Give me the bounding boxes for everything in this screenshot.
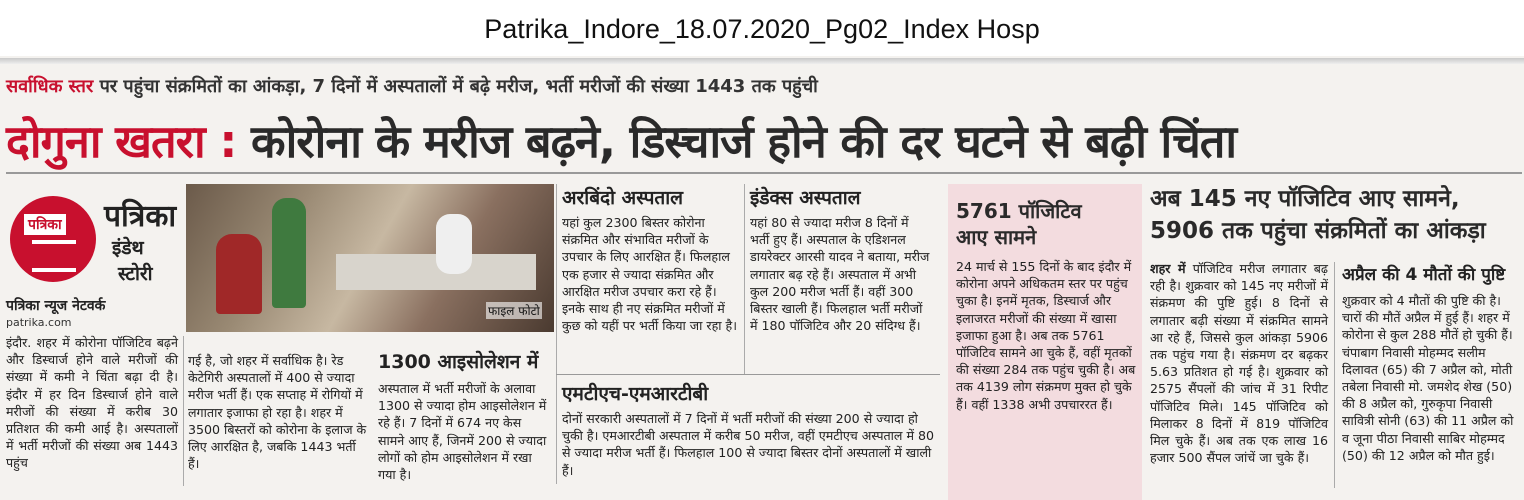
- deaths-heading: अप्रैल की 4 मौतों की पुष्टि: [1342, 265, 1506, 285]
- patient-figure: [436, 214, 472, 274]
- patrika-logo: [10, 196, 102, 284]
- continued-paragraph: गई है, जो शहर में सर्वाधिक है। रेड केटेगिरी अस्पतालों में 400 से ज्यादा मरीज भर्ती हैं। एक सप्ताह में रोगियों में लगातार इजाफा हो रहा है। शहर में 3500 बिस्तरों को कोरोना के इलाज के लिए आरक्षित है, जबकि 1443 भर्ती हैं।: [188, 353, 367, 472]
- isolation-heading: 1300 आइसोलेशन में: [378, 351, 539, 373]
- newspaper-icon: [32, 240, 76, 272]
- aurobindo-heading: अरबिंदो अस्पताल: [562, 187, 684, 209]
- logo-label: पत्रिका: [24, 214, 66, 235]
- positive-paragraph: 24 मार्च से 155 दिनों के बाद इंदौर में कोरोना अपने अधिकतम स्तर पर पहुंच चुका है। इनमें मृतक, डिस्चार्ज और इलाजरत मरीजों की संख्या में खासा इजाफा हुआ है। अब तक 5761 पॉजिटिव सामने आ चुके हैं, वहीं मृतकों की संख्या 284 तक पहुंच चुकी है। अब तक 4139 लोग संक्रमण मुक्त हो चुके हैं। वहीं 1338 अभी उपचाररत हैं।: [956, 259, 1136, 412]
- photo-caption: फाइल फोटो: [488, 304, 540, 318]
- health-worker-figure: [272, 198, 306, 308]
- brand-name: पत्रिका: [104, 199, 177, 234]
- column-divider: [556, 184, 557, 484]
- headline-text: कोरोना के मरीज बढ़ने, डिस्चार्ज होने की दर घटने से बढ़ी चिंता: [251, 115, 1237, 168]
- headline-highlight: दोगुना खतरा :: [6, 115, 237, 168]
- person-figure: [216, 234, 262, 314]
- site-url: patrika.com: [6, 316, 72, 329]
- new-positive-paragraph: [1150, 260, 1328, 466]
- positive-heading-2: आए सामने: [956, 225, 1037, 249]
- kicker-highlight: सर्वाधिक स्तर: [6, 76, 94, 97]
- column-divider: [744, 184, 745, 374]
- headline-divider: [6, 172, 1522, 174]
- new-positive-text: पॉजिटिव मरीज लगातार बढ़ रही है। शुक्रवार को 145 नए मरीजों में संक्रमण की पुष्टि हुई। 8 दिनों से लगातार बढ़ी संख्या में संक्रमित सामने आ रहे हैं, जिससे कुल आंकड़ा 5906 तक पहुंच गया है। संक्रमण दर बढ़कर 5.63 प्रतिशत हो गई है। शुक्रवार को 2575 सैंपलों की जांच में 31 रिपीट पॉजिटिव मिले। 145 पॉजिटिव को मिलाकर 8 दिनों में 819 पॉजिटिव मिल चुके हैं। अब तक एक लाख 16 हजार 500 सैंपल जांचें जा चुके हैं।: [1150, 261, 1328, 466]
- positive-heading-1: 5761 पॉजिटिव: [956, 199, 1082, 223]
- section-divider: [556, 374, 940, 375]
- main-headline: [6, 110, 1236, 171]
- index-label-2: स्टोरी: [118, 263, 153, 285]
- top-divider: [0, 58, 1524, 64]
- byline: पत्रिका न्यूज नेटवर्क: [6, 298, 106, 314]
- column-divider: [1334, 262, 1335, 488]
- mth-heading: एमटीएच-एमआरटीबी: [562, 383, 709, 405]
- page-caption: Patrika_Indore_18.07.2020_Pg02_Index Hosp: [484, 14, 1040, 44]
- intro-paragraph: इंदौर. शहर में कोरोना पॉजिटिव बढ़ने और डिस्चार्ज होने वाले मरीजों की संख्या में कमी ने चिंता बढ़ा दी है। इंदौर में हर दिन डिस्चार्ज होने वाले मरीजों की संख्या में करीब 30 प्रतिशत की कमी आई है। अस्पतालों में भर्ती मरीजों की संख्या अब 1443 पहुंच: [6, 335, 178, 471]
- aurobindo-paragraph: यहां कुल 2300 बिस्तर कोरोना संक्रमित और संभावित मरीजों के उपचार के लिए आरक्षित हैं। फिलहाल एक हजार से ज्यादा संक्रमित और आरक्षित मरीज उपचार करा रहे हैं। इनके साथ ही नए संक्रमित मरीजों में कुछ को यहीं पर भर्ती किया जा रहा है।: [562, 215, 737, 334]
- isolation-paragraph: अस्पताल में भर्ती मरीजों के अलावा 1300 से ज्यादा होम आइसोलेशन में रहे हैं। 7 दिनों में 674 नए केस सामने आए हैं, जिनमें 200 से ज्यादा लोगों को होम आइसोलेशन में रखा गया है।: [378, 381, 547, 483]
- mth-paragraph: दोनों सरकारी अस्पतालों में 7 दिनों में भर्ती मरीजों की संख्या 200 से ज्यादा हो चुकी है। एमआरटीबी अस्पताल में करीब 50 मरीज, वहीं एमटीएच अस्पताल में 80 से ज्यादा मरीज भर्ती हैं। फिलहाल 100 से ज्यादा बिस्तर दोनों अस्पतालों में खाली हैं।: [562, 411, 935, 478]
- kicker-text: पर पहुंचा संक्रमितों का आंकड़ा, 7 दिनों में अस्पतालों में बढ़े मरीज, भर्ती मरीजों की संख्या 1443 तक पहुंची: [99, 76, 818, 97]
- index-label-1: इंडेथ: [112, 237, 144, 259]
- kicker-line: [6, 74, 818, 98]
- deaths-paragraph: शुक्रवार को 4 मौतों की पुष्टि की है। चारों की मौतें अप्रैल में हुई हैं। शहर में कोरोना से कुल 288 मौतें हो चुकी हैं। चंपाबाग निवासी मोहम्मद सलीम दिलावत (65) की 7 अप्रैल को, मोती तबेला निवासी मो. जमशेद शेख (50) की 8 अप्रैल को, गुरुकृपा निवासी सावित्री सोनी (63) की 11 अप्रैल को व जूना पीठा निवासी साबिर मोहम्मद (50) की 12 अप्रैल को मौत हुई।: [1342, 293, 1514, 463]
- new-positive-lead: शहर में: [1150, 261, 1186, 276]
- new-positive-heading-2: 5906 तक पहुंचा संक्रमितों का आंकड़ा: [1150, 218, 1486, 244]
- column-divider: [183, 336, 184, 486]
- index-hospital-heading: इंडेक्स अस्पताल: [750, 187, 861, 209]
- new-positive-heading-1: अब 145 नए पॉजिटिव आए सामने,: [1150, 186, 1460, 212]
- index-hospital-paragraph: यहां 80 से ज्यादा मरीज 8 दिनों में भर्ती हुए हैं। अस्पताल के एडिशनल डायरेक्टर आरसी यादव ने बताया, मरीज लगातार बढ़ रहे हैं। अस्पताल में अभी कुल 200 मरीज भर्ती हैं। वहीं 300 बिस्तर खाली हैं। फिलहाल भर्ती मरीजों में 180 पॉजिटिव और 20 संदिग्ध हैं।: [750, 215, 930, 334]
